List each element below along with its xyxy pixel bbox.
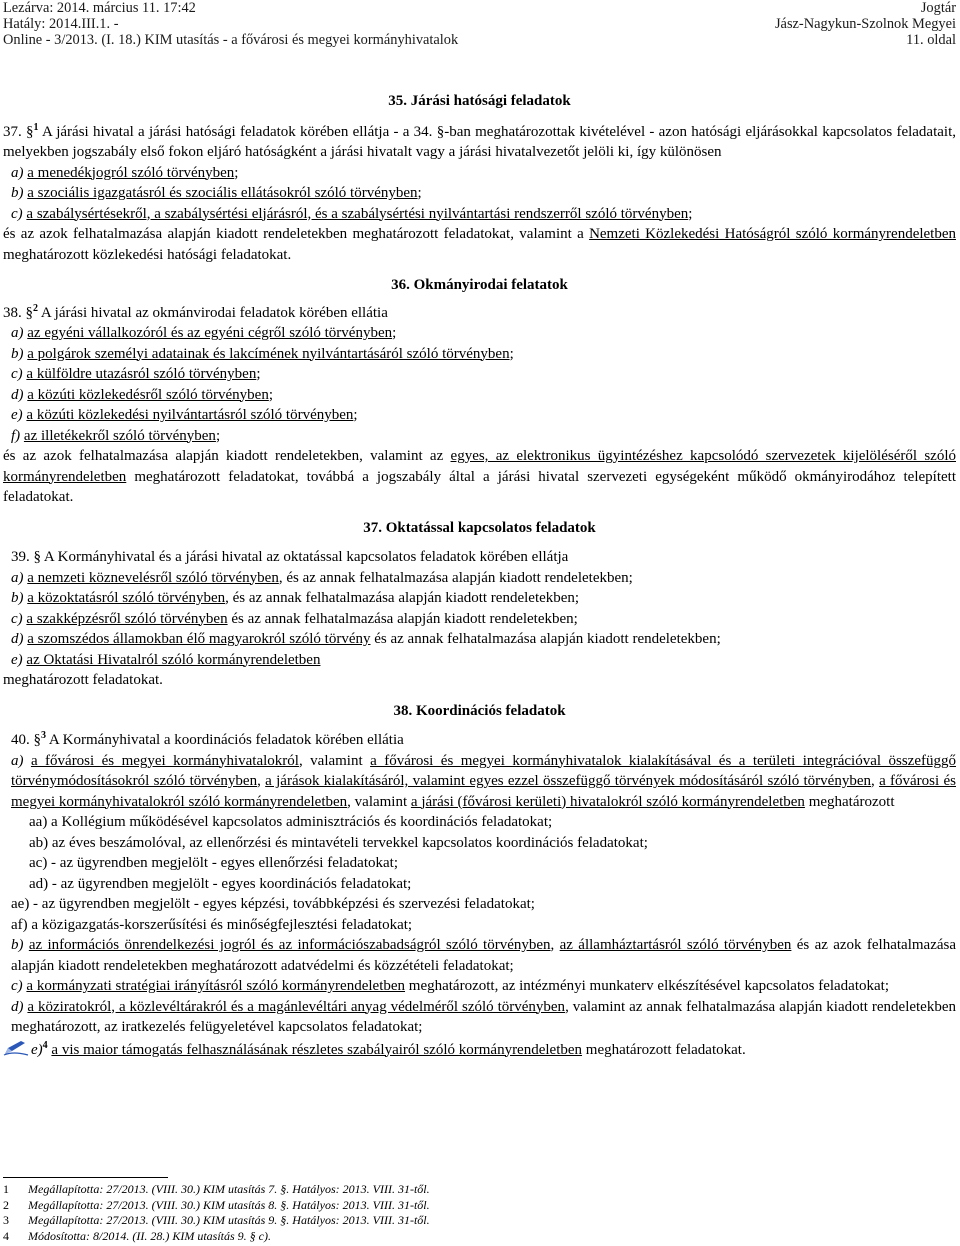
law-link[interactable]: a szabálysértésekről, a szabálysértési eljárásról, és a szabálysértési nyilvántartási rendszerről szóló törvényben [26, 205, 689, 222]
law-link[interactable]: a köziratokról, a közlevéltárakról és a magánlevéltári anyag védelméről szóló törvényben [27, 998, 566, 1015]
list-item-b: b) a szociális igazgatásról és szociális ellátásokról szóló törvényben; [11, 185, 422, 201]
law-link[interactable]: a fővárosi és megyei kormányhivatalokról [30, 752, 299, 769]
law-link[interactable]: Nemzeti Közlekedési Hatóságról szóló kormányrendeletben [589, 226, 957, 242]
law-link[interactable]: a kormányzati stratégiai irányításról szóló kormányrendeletben [26, 978, 406, 994]
footnotes [3, 1182, 430, 1244]
paragraph-39-tail: meghatározott feladatokat. [3, 672, 163, 688]
header-brand: Jogtár [920, 0, 956, 16]
law-link[interactable]: a fővárosi és megyei kormányhivatalokról szóló kormányrendeletben [11, 773, 956, 810]
section-heading-36: 36. Okmányirodai felatatok [391, 277, 568, 293]
law-link[interactable]: az Oktatási Hivatalról szóló kormányrendeletben [26, 651, 321, 668]
sub-item-ac: ac) - az ügyrendben megjelölt - egyes ellenőrzési feladatokat; [29, 855, 398, 871]
paragraph-37: 37. §$^1$ A járási hivatal a járási hatósági feladatok körében ellátja - a 34. §-ban meghatározottak kivételével - azon hatósági eljárásokkal kapcsolatos feladatait, melyekben jogszabály első fokon eljáró hatóságként a járási hivatalt vagy a járási hivatalvezetőt jelöli ki, így különösen [3, 121, 957, 160]
law-link[interactable]: a szociális igazgatásról és szociális ellátásokról szóló törvényben [27, 185, 418, 201]
header-document-title: Online - 3/2013. (I. 18.) KIM utasítás - a fővárosi és megyei kormányhivatalok [3, 32, 459, 49]
law-link[interactable]: a nemzeti köznevelésről szóló törvényben [27, 569, 279, 586]
law-link[interactable]: egyes, az elektronikus ügyintézéshez kapcsolódó szervezetek kijelöléséről szóló kormányrendeletben [3, 448, 956, 485]
footnote-3: 3 Megállapította: 27/2013. (VIII. 30.) KIM utasítás 9. §. Hatályos: 2013. VIII. 31-től. [3, 1213, 430, 1227]
law-link[interactable]: a közoktatásról szóló törvényben [27, 590, 226, 606]
footnote-4: 4 Módosította: 8/2014. (II. 28.) KIM utasítás 9. § c). [3, 1228, 271, 1243]
law-link[interactable]: a fővárosi és megyei kormányhivatalok kialakításával és a területi integrációval összefüggő törvénymódosításokról szóló törvényben [11, 752, 956, 789]
footnote-ref-3[interactable]: 3 [41, 730, 46, 741]
list-item-f: f) az illetékekről szóló törvényben; [11, 427, 221, 444]
list-item-c: c) a külföldre utazásról szóló törvényben; [11, 366, 261, 382]
header-effective: Hatály: 2014.III.1. - [3, 16, 119, 33]
law-link[interactable]: a polgárok személyi adatainak és lakcímének nyilvántartásáról szóló törvényben [27, 345, 510, 362]
list-item-c: c) a szakképzésről szóló törvényben és az annak felhatalmazása alapján kiadott rendeletekben; [11, 610, 578, 627]
pencil-modified-icon[interactable] [3, 1040, 29, 1063]
list-item-c: c) a szabálysértésekről, a szabálysértési eljárásról, és a szabálysértési nyilvántartási rendszerről szóló törvényben; [11, 205, 693, 222]
header-closed-date: Lezárva: 2014. március 11. 17:42 [3, 0, 196, 16]
law-link[interactable]: a menedékjogról szóló törvényben [27, 164, 235, 181]
law-link[interactable]: a szomszédos államokban élő magyarokról szóló törvény [27, 631, 371, 647]
sub-item-aa: aa) a Kollégium működésével kapcsolatos adminisztrációs és koordinációs feladatokat; [29, 814, 553, 830]
law-link[interactable]: a vis maior támogatás felhasználásának részletes szabályairól szóló kormányrendeletben [51, 1041, 583, 1058]
list-item-b: b) a közoktatásról szóló törvényben, és az annak felhatalmazása alapján kiadott rendeletekben; [11, 590, 580, 606]
footnote-divider [3, 1177, 168, 1178]
paragraph-39: 39. § A Kormányhivatal és a járási hivatal az oktatással kapcsolatos feladatok körében ellátja [11, 549, 569, 565]
footnote-2: 2 Megállapította: 27/2013. (VIII. 30.) KIM utasítás 8. §. Hatályos: 2013. VIII. 31-től. [3, 1197, 430, 1212]
list-item-d: d) a közúti közlekedésről szóló törvényben; [11, 386, 274, 403]
header-page-number: 11. oldal [906, 32, 956, 49]
document-body [3, 91, 956, 1062]
law-link[interactable]: a közúti közlekedési nyilvántartásról szóló törvényben [26, 407, 354, 423]
list-item-a: a) a menedékjogról szóló törvényben; [11, 164, 239, 181]
list-item-e: e)$^4$ a vis maior támogatás felhasználásának részletes szabályairól szóló kormányrendeletben meghatározott feladatokat. [3, 1040, 956, 1063]
page-header [3, 0, 956, 48]
header-right [775, 0, 956, 49]
list-item-d: d) a szomszédos államokban élő magyarokról szóló törvény és az annak felhatalmazása alapján kiadott rendeletekben; [11, 631, 721, 647]
footnote-ref-2[interactable]: 2 [33, 302, 38, 314]
footnote-ref-1[interactable]: 1 [33, 121, 39, 133]
law-link[interactable]: az államháztartásról szóló törvényben [559, 937, 792, 953]
list-item-a: a) a fővárosi és megyei kormányhivatalokról, valamint a fővárosi és megyei kormányhivatalok kialakításával és a területi integrációval összefüggő törvénymódosításokról szóló törvényben, a járások kialakításáról, valamint egyes ezzel összefüggő törvények módosításáról szóló törvényben, a fővárosi és megyei kormányhivatalokról szóló kormányrendeletben, valamint a járási (fővárosi kerületi) hivatalokról szóló kormányrendeletben meghatározott [11, 752, 956, 810]
sub-item-ab: ab) az éves beszámolóval, az ellenőrzési és mintavételi tervekkel kapcsolatos koordinációs feladatokat; [29, 834, 648, 851]
law-link[interactable]: a közúti közlekedésről szóló törvényben [27, 386, 269, 403]
paragraph-38-tail: és az azok felhatalmazása alapján kiadott rendeletekben, valamint az egyes, az elektronikus ügyintézéshez kapcsolódó szervezetek kijelöléséről szóló kormányrendeletben meghatározott feladatokat, továbbá a jogszabály által a járási hivatal szervezeti egységeként működő okmányirodához telepített feladatokat. [3, 448, 956, 505]
footnote-1: 1 Megállapította: 27/2013. (VIII. 30.) KIM utasítás 7. §. Hatályos: 2013. VIII. 31-től. [3, 1182, 430, 1196]
list-item-c: c) a kormányzati stratégiai irányításról szóló kormányrendeletben meghatározott, az intézményi munkaterv elkészítésével kapcsolatos feladatokat; [11, 978, 890, 994]
law-link[interactable]: az illetékekről szóló törvényben [23, 427, 216, 444]
law-link[interactable]: a szakképzésről szóló törvényben [26, 610, 228, 627]
section-heading-38: 38. Koordinációs feladatok [393, 702, 566, 719]
paragraph-40: 40. §$^3$ A Kormányhivatal a koordinációs feladatok körében ellátia [11, 730, 404, 748]
list-item-a: a) a nemzeti köznevelésről szóló törvényben, és az annak felhatalmazása alapján kiadott rendeletekben; [11, 569, 633, 586]
section-heading-37: 37. Oktatással kapcsolatos feladatok [363, 519, 596, 536]
list-item-b: b) az információs önrendelkezési jogról és az információszabadságról szóló törvényben, az államháztartásról szóló törvényben és az azok felhatalmazása alapján kiadott rendeletekben meghatározott adatvédelmi és közzétételi feladatokat; [11, 937, 956, 974]
list-item-e: e) az Oktatási Hivatalról szóló kormányrendeletben [11, 651, 321, 668]
list-item-e: e) a közúti közlekedési nyilvántartásról szóló törvényben; [11, 407, 358, 423]
list-item-b: b) a polgárok személyi adatainak és lakcímének nyilvántartásáról szóló törvényben; [11, 345, 514, 362]
header-left [3, 0, 458, 49]
law-link[interactable]: a külföldre utazásról szóló törvényben [26, 366, 257, 382]
footnote-ref-4[interactable]: 4 [42, 1039, 48, 1051]
law-link[interactable]: az egyéni vállalkozóról és az egyéni cégről szóló törvényben [27, 325, 393, 341]
sub-item-ad: ad) - az ügyrendben megjelölt - egyes koordinációs feladatokat; [29, 875, 412, 892]
section-heading-35: 35. Járási hatósági feladatok [388, 93, 571, 109]
sub-item-af: af) a közigazgatás-korszerűsítési és minőségfejlesztési feladatokat; [11, 916, 413, 933]
sub-item-ae: ae) - az ügyrendben megjelölt - egyes képzési, továbbképzési és szervezési feladatokat; [11, 896, 535, 912]
law-link[interactable]: a járási (fővárosi kerületi) hivatalokról szóló kormányrendeletben [410, 793, 805, 810]
list-item-a: a) az egyéni vállalkozóról és az egyéni cégről szóló törvényben; [11, 325, 397, 341]
paragraph-38: 38. §$^2$ A járási hivatal az okmánvirodai feladatok körében ellátia [3, 302, 388, 321]
law-link[interactable]: a járások kialakításáról, valamint egyes ezzel összefüggő törvények módosításáról szóló törvényben [265, 773, 871, 789]
header-region: Jász-Nagykun-Szolnok Megyei [774, 16, 956, 33]
list-item-d: d) a köziratokról, a közlevéltárakról és a magánlevéltári anyag védelméről szóló törvényben, valamint az annak felhatalmazása alapján kiadott rendeletekben meghatározott, az iratkezelés felügyeletével kapcsolatos feladatokat; [11, 998, 957, 1035]
law-link[interactable]: az információs önrendelkezési jogról és az információszabadságról szóló törvényben [28, 937, 551, 953]
paragraph-37-tail: és az azok felhatalmazása alapján kiadott rendeletekben meghatározott feladatokat, valamint a Nemzeti Közlekedési Hatóságról szóló kormányrendeletben meghatározott közlekedési hatósági feladatokat. [3, 226, 957, 263]
